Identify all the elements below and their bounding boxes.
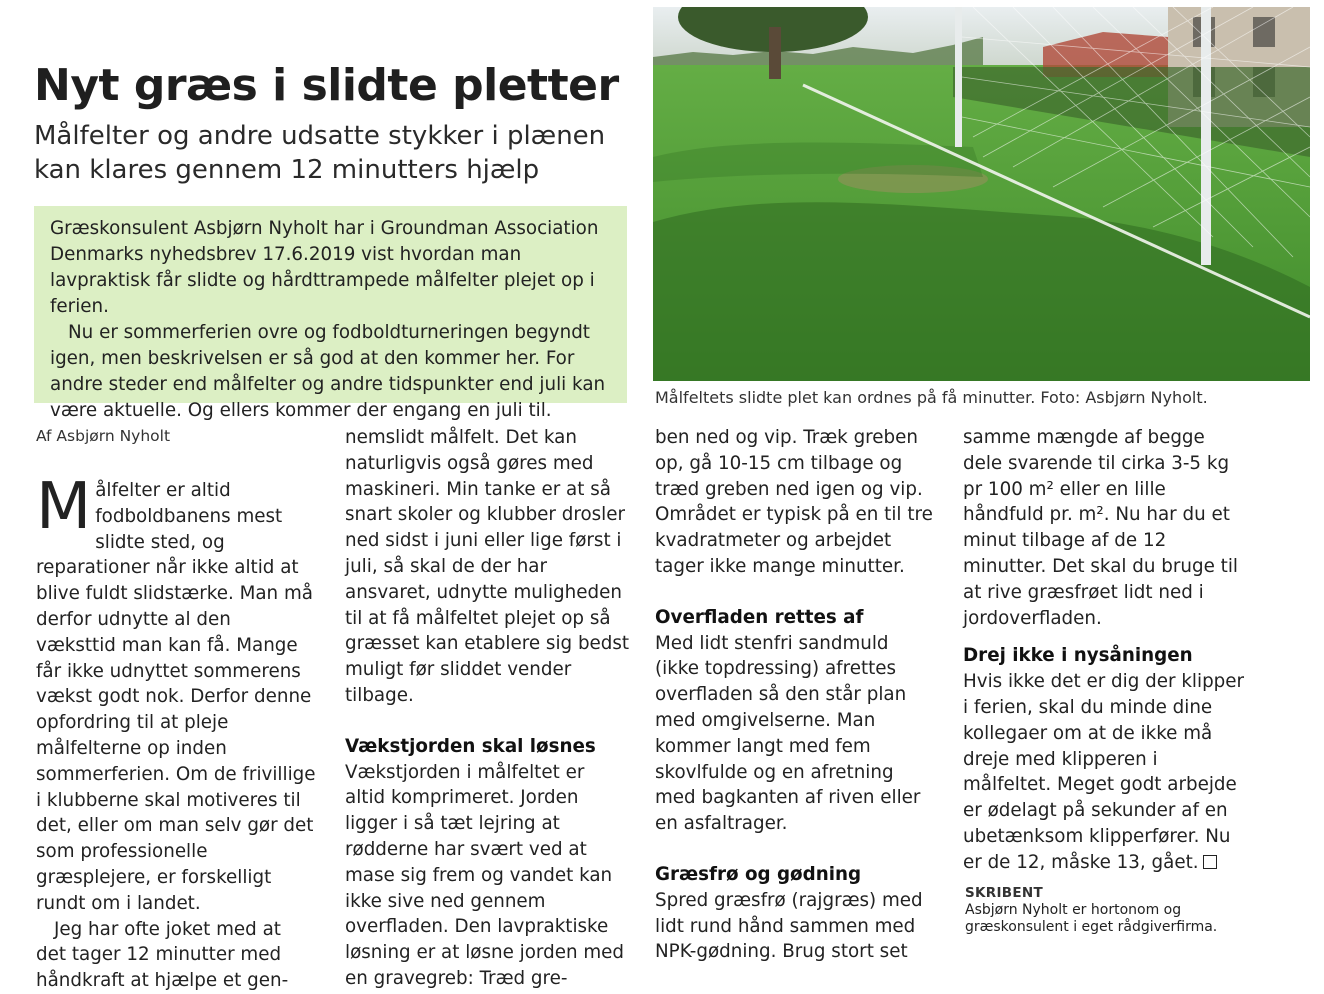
intro-paragraph: Græskonsulent Asbjørn Nyholt har i Groundman Association Denmarks nyhedsbrev 17.6.2019 vist hvordan man lavpraktisk får slidte og hårdttrampede målfelter plejet op i ferien. xyxy=(50,218,599,317)
paragraph: samme mængde af begge dele svarende til cirka 3-5 kg pr 100 m² eller en lille håndfuld pr. m². Nu har du et minut tilbage af de 12 minutter. Det skal du bruge til at rive græsfrøet lidt ned i jordoverfladen. xyxy=(963,427,1238,629)
author-box xyxy=(965,884,1265,936)
paragraph-text: Hvis ikke det er dig der klipper i ferien, skal du minde dine kollegaer om at de ikke må dreje med klipperen i målfeltet. Meget godt arbejde er ødelagt på sekunder af en ubetænksom klipperfører. Nu er de 12, måske 13, gået. xyxy=(963,671,1245,873)
article-title: Nyt græs i slidte pletter xyxy=(34,60,619,111)
paragraph: Vækstjorden i målfeltet er altid komprimeret. Jorden ligger i så tæt lejring at rødderne har svært ved at mase sig frem og vandet kan ikke sive ned gennem overfladen. Den lavpraktiske løsning er at løsne jorden med en gravegreb: Træd gre- xyxy=(345,761,625,989)
paragraph-text: ålfelter er altid fodboldbanens mest slidte sted, og reparationer når ikke altid at blive fuldt slidstærke. Man må derfor udnytte al den væksttid man kan få. Mange får ikke udnyttet sommerens vækst godt nok. Derfor denne opfordring til at pleje målfelterne op inden sommerferien. Om de frivillige i klubberne skal motiveres til det, eller om man selv gør det som professionelle græsplejere, er forskelligt rundt om i landet. xyxy=(36,480,316,914)
paragraph: ben ned og vip. Træk greben op, gå 10-15 cm tilbage og træd greben ned igen og vip. Området er typisk på en til tre kvadratmeter og arbejdet tager ikke mange minutter. xyxy=(655,427,933,577)
column-2 xyxy=(345,425,630,992)
paragraph xyxy=(963,669,1248,875)
paragraph: Jeg har ofte joket med at det tager 12 minutter med håndkraft at hjælpe et gen- xyxy=(36,918,289,992)
football-goal-photo xyxy=(653,7,1310,381)
byline: Af Asbjørn Nyholt xyxy=(36,427,171,445)
article-subtitle: Målfelter og andre udsatte stykker i plænen kan klares gennem 12 minutters hjælp xyxy=(34,121,606,185)
column-4 xyxy=(963,425,1248,876)
paragraph: Med lidt stenfri sandmuld (ikke topdressing) afrettes overfladen så den står plan med omgivelserne. Man kommer langt med fem skovlfulde og en afretning med bagkanten af riven eller en asfaltrager. xyxy=(655,632,921,835)
paragraph: Spred græsfrø (rajgræs) med lidt rund hånd sammen med NPK-gødning. Brug stort set xyxy=(655,889,923,963)
column-1 xyxy=(36,470,316,994)
drop-cap: M xyxy=(36,470,92,544)
column-3 xyxy=(655,425,935,965)
end-mark-icon xyxy=(1203,855,1217,869)
author-label: SKRIBENT xyxy=(965,885,1044,901)
author-bio: Asbjørn Nyholt er hortonom og græskonsulent i eget rådgiverfirma. xyxy=(965,902,1218,935)
lead-paragraph xyxy=(36,470,316,917)
section-heading: Overfladen rettes af xyxy=(655,606,864,628)
section-heading: Vækstjorden skal løsnes xyxy=(345,735,596,757)
article-photo xyxy=(653,7,1310,381)
intro-paragraph: Nu er sommerferien ovre og fodboldturneringen begyndt igen, men beskrivelsen er så god at den kommer her. For andre steder end målfelter og andre tidspunkter end juli kan være aktuelle. Og ellers kommer der engang en juli til. xyxy=(50,322,606,421)
section-heading: Græsfrø og gødning xyxy=(655,863,862,885)
paragraph: nemslidt målfelt. Det kan naturligvis også gøres med maskineri. Min tanke er at så snart skoler og klubber drosler ned sidst i juni eller lige først i juli, så skal de der har ansvaret, udnytte muligheden til at få målfeltet plejet op så græsset kan etablere sig bedst muligt før sliddet vender tilbage. xyxy=(345,427,630,706)
section-heading: Drej ikke i nysåningen xyxy=(963,645,1193,667)
intro-box xyxy=(34,206,627,421)
photo-caption: Målfeltets slidte plet kan ordnes på få minutter. Foto: Asbjørn Nyholt. xyxy=(655,388,1208,407)
